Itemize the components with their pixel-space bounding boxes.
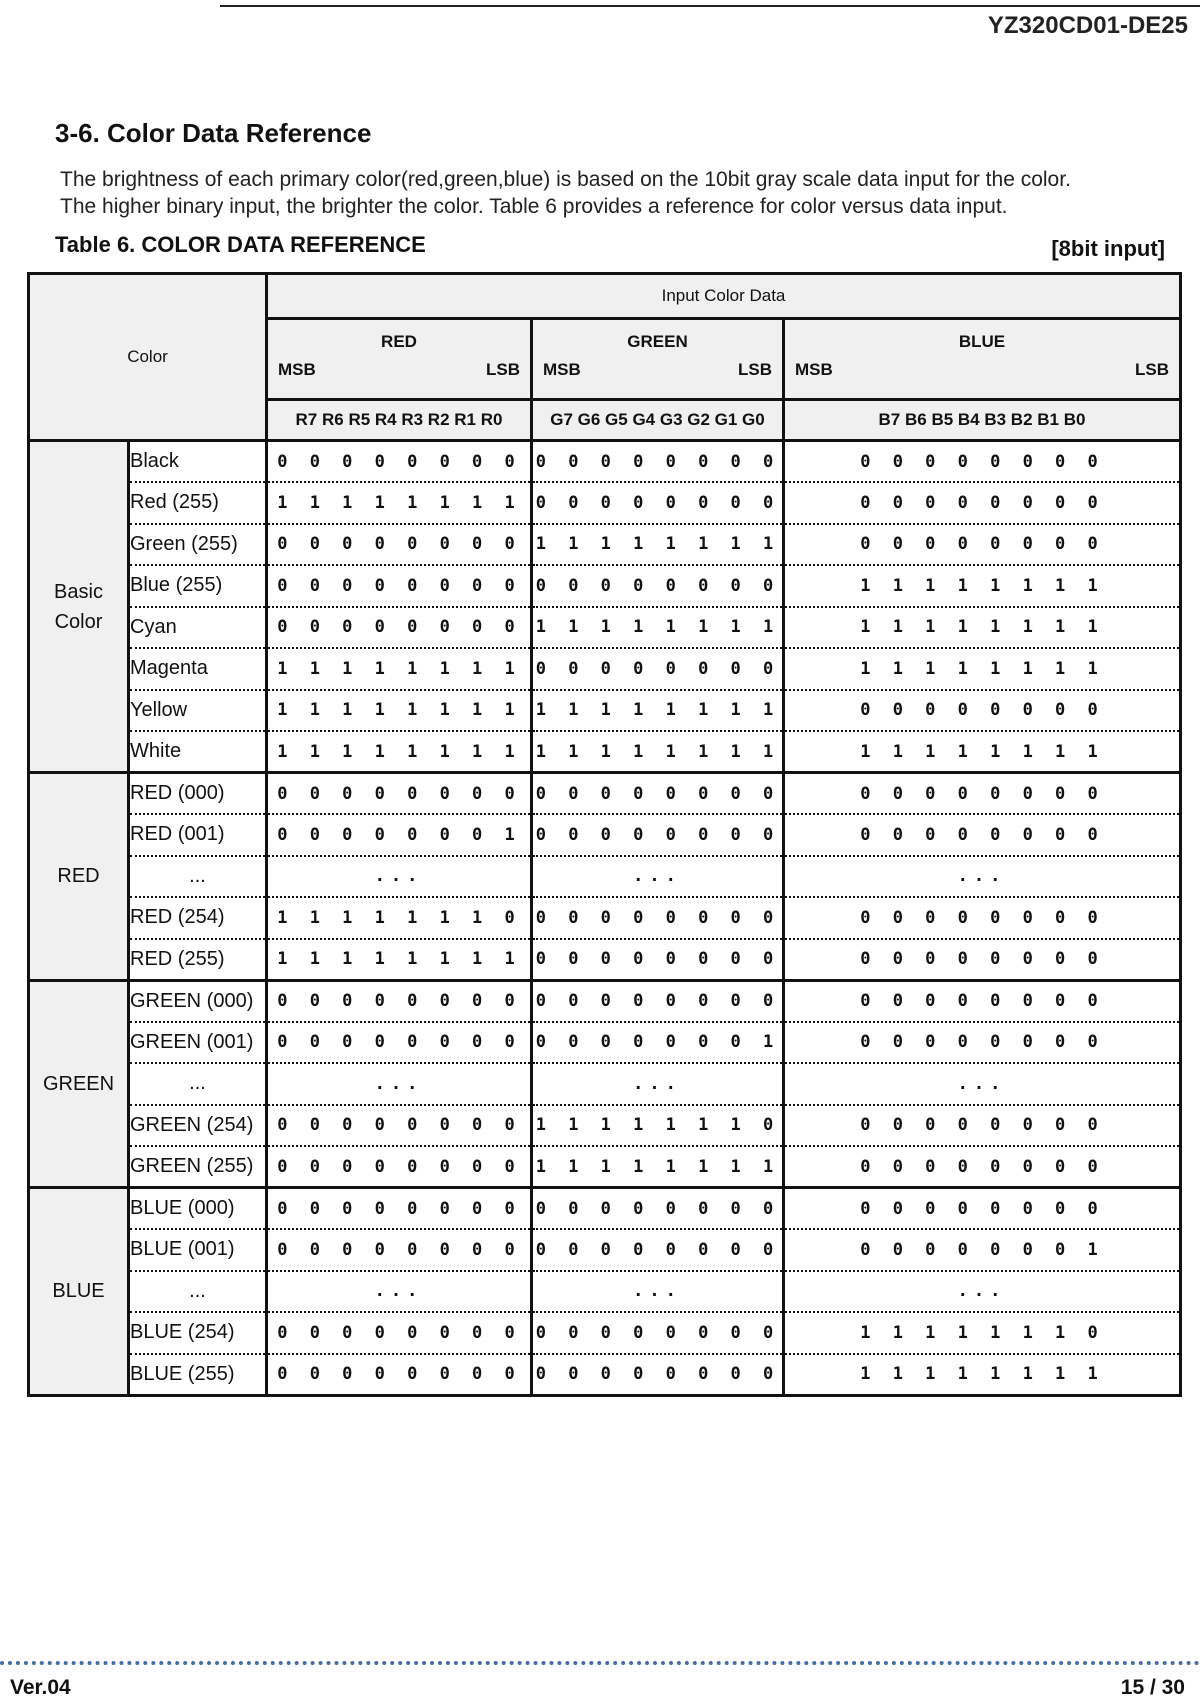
row-label: ... (129, 1271, 267, 1313)
table-row (29, 482, 1181, 524)
msb-label: MSB (278, 360, 316, 379)
red-data-cell: ... (267, 1063, 532, 1105)
table-row (29, 897, 1181, 939)
row-label: White (129, 731, 267, 773)
green-data-cell: 0 0 0 0 0 0 0 0 (532, 482, 784, 524)
blue-data-cell: 0 0 0 0 0 0 0 0 (784, 1105, 1181, 1147)
row-label: BLUE (001) (129, 1229, 267, 1271)
group-label: GREEN (29, 980, 129, 1188)
blue-component-header (784, 319, 1181, 400)
green-data-cell: 0 0 0 0 0 0 0 1 (532, 1022, 784, 1064)
row-label: BLUE (000) (129, 1188, 267, 1230)
green-data-cell: 0 0 0 0 0 0 0 0 (532, 648, 784, 690)
green-data-cell: 0 0 0 0 0 0 0 0 (532, 897, 784, 939)
blue-data-cell: 0 0 0 0 0 0 0 0 (784, 773, 1181, 815)
green-data-cell: 0 0 0 0 0 0 0 0 (532, 773, 784, 815)
red-data-cell: 1 1 1 1 1 1 1 1 (267, 482, 532, 524)
page-number: 15 / 30 (1120, 1676, 1185, 1699)
table-row (29, 1063, 1181, 1105)
green-data-cell: 0 0 0 0 0 0 0 0 (532, 565, 784, 607)
red-data-cell: 1 1 1 1 1 1 1 0 (267, 897, 532, 939)
red-data-cell: 0 0 0 0 0 0 0 0 (267, 607, 532, 649)
row-label: GREEN (000) (129, 980, 267, 1022)
green-data-cell: 0 0 0 0 0 0 0 0 (532, 980, 784, 1022)
red-data-cell: 0 0 0 0 0 0 0 1 (267, 814, 532, 856)
msb-label: MSB (543, 360, 581, 379)
blue-data-cell: 1 1 1 1 1 1 1 1 (784, 731, 1181, 773)
table-body (29, 441, 1181, 1396)
table-row (29, 524, 1181, 566)
table-row (29, 731, 1181, 773)
blue-data-cell: 1 1 1 1 1 1 1 1 (784, 648, 1181, 690)
row-label: Magenta (129, 648, 267, 690)
blue-data-cell: 0 0 0 0 0 0 0 0 (784, 441, 1181, 483)
color-header: Color (29, 274, 267, 441)
table-row (29, 814, 1181, 856)
red-data-cell: 1 1 1 1 1 1 1 1 (267, 690, 532, 732)
red-data-cell: 0 0 0 0 0 0 0 0 (267, 1354, 532, 1396)
row-label: BLUE (254) (129, 1312, 267, 1354)
table-row (29, 856, 1181, 898)
row-label: GREEN (254) (129, 1105, 267, 1147)
row-label: RED (000) (129, 773, 267, 815)
red-data-cell: 0 0 0 0 0 0 0 0 (267, 1312, 532, 1354)
color-data-table (27, 272, 1182, 1397)
table-row (29, 607, 1181, 649)
blue-data-cell: 0 0 0 0 0 0 0 0 (784, 814, 1181, 856)
group-label: BLUE (29, 1188, 129, 1396)
table-row (29, 773, 1181, 815)
table-row (29, 565, 1181, 607)
table-row (29, 1271, 1181, 1313)
red-data-cell: 0 0 0 0 0 0 0 0 (267, 773, 532, 815)
blue-data-cell: ... (784, 1271, 1181, 1313)
row-label: Green (255) (129, 524, 267, 566)
table-row (29, 690, 1181, 732)
footer-rule (0, 1661, 1200, 1665)
group-label: Basic Color (29, 441, 129, 773)
blue-data-cell: 0 0 0 0 0 0 0 0 (784, 524, 1181, 566)
green-data-cell: 0 0 0 0 0 0 0 0 (532, 939, 784, 981)
red-data-cell: 0 0 0 0 0 0 0 0 (267, 1188, 532, 1230)
red-data-cell: 0 0 0 0 0 0 0 0 (267, 524, 532, 566)
blue-data-cell: 1 1 1 1 1 1 1 1 (784, 1354, 1181, 1396)
version-label: Ver.04 (10, 1676, 71, 1699)
red-data-cell: 1 1 1 1 1 1 1 1 (267, 939, 532, 981)
blue-data-cell: ... (784, 856, 1181, 898)
table-row (29, 1188, 1181, 1230)
green-data-cell: 0 0 0 0 0 0 0 0 (532, 1354, 784, 1396)
blue-data-cell: 1 1 1 1 1 1 1 1 (784, 607, 1181, 649)
intro-line: The brightness of each primary color(red,green,blue) is based on the 10bit gray scale data input for the color. (60, 168, 1071, 191)
header-rule (220, 5, 1200, 7)
component-name: RED (381, 332, 417, 351)
red-data-cell: 0 0 0 0 0 0 0 0 (267, 1146, 532, 1188)
green-data-cell: 1 1 1 1 1 1 1 0 (532, 1105, 784, 1147)
blue-data-cell: 0 0 0 0 0 0 0 1 (784, 1229, 1181, 1271)
red-data-cell: 1 1 1 1 1 1 1 1 (267, 731, 532, 773)
green-data-cell: ... (532, 856, 784, 898)
green-data-cell: 0 0 0 0 0 0 0 0 (532, 441, 784, 483)
blue-data-cell: 0 0 0 0 0 0 0 0 (784, 1022, 1181, 1064)
table-row (29, 1354, 1181, 1396)
document-id: YZ320CD01-DE25 (987, 12, 1188, 39)
table-row (29, 980, 1181, 1022)
msb-label: MSB (795, 360, 833, 379)
green-bit-labels: G7 G6 G5 G4 G3 G2 G1 G0 (532, 400, 784, 441)
blue-data-cell: 0 0 0 0 0 0 0 0 (784, 1146, 1181, 1188)
table-row (29, 1312, 1181, 1354)
green-data-cell: 1 1 1 1 1 1 1 1 (532, 607, 784, 649)
blue-data-cell: 0 0 0 0 0 0 0 0 (784, 690, 1181, 732)
component-name: GREEN (627, 332, 688, 351)
input-color-data-header: Input Color Data (267, 274, 1181, 319)
green-data-cell: 1 1 1 1 1 1 1 1 (532, 731, 784, 773)
table-row (29, 1146, 1181, 1188)
row-label: GREEN (255) (129, 1146, 267, 1188)
intro-line: The higher binary input, the brighter the color. Table 6 provides a reference for color versus data input. (60, 195, 1008, 218)
green-data-cell: 0 0 0 0 0 0 0 0 (532, 1188, 784, 1230)
red-data-cell: 0 0 0 0 0 0 0 0 (267, 1105, 532, 1147)
blue-data-cell: 0 0 0 0 0 0 0 0 (784, 980, 1181, 1022)
green-data-cell: 1 1 1 1 1 1 1 1 (532, 1146, 784, 1188)
row-label: Cyan (129, 607, 267, 649)
row-label: Black (129, 441, 267, 483)
red-data-cell: ... (267, 1271, 532, 1313)
row-label: Red (255) (129, 482, 267, 524)
table-row (29, 1105, 1181, 1147)
table-row (29, 441, 1181, 483)
green-data-cell: 0 0 0 0 0 0 0 0 (532, 1312, 784, 1354)
table-row (29, 1022, 1181, 1064)
blue-data-cell: 0 0 0 0 0 0 0 0 (784, 897, 1181, 939)
section-title: 3-6. Color Data Reference (55, 118, 372, 148)
table-row (29, 939, 1181, 981)
green-data-cell: 1 1 1 1 1 1 1 1 (532, 690, 784, 732)
blue-data-cell: 0 0 0 0 0 0 0 0 (784, 1188, 1181, 1230)
row-label: Blue (255) (129, 565, 267, 607)
lsb-label: LSB (486, 360, 520, 379)
blue-bit-labels: B7 B6 B5 B4 B3 B2 B1 B0 (784, 400, 1181, 441)
row-label: ... (129, 1063, 267, 1105)
row-label: RED (255) (129, 939, 267, 981)
blue-data-cell: ... (784, 1063, 1181, 1105)
intro-paragraph (60, 166, 1071, 220)
red-data-cell: 0 0 0 0 0 0 0 0 (267, 1229, 532, 1271)
table-row (29, 1229, 1181, 1271)
red-data-cell: 0 0 0 0 0 0 0 0 (267, 441, 532, 483)
table-note: [8bit input] (1051, 236, 1165, 261)
red-data-cell: 1 1 1 1 1 1 1 1 (267, 648, 532, 690)
table-row (29, 648, 1181, 690)
green-data-cell: 0 0 0 0 0 0 0 0 (532, 814, 784, 856)
red-bit-labels: R7 R6 R5 R4 R3 R2 R1 R0 (267, 400, 532, 441)
red-data-cell: 0 0 0 0 0 0 0 0 (267, 1022, 532, 1064)
blue-data-cell: 0 0 0 0 0 0 0 0 (784, 939, 1181, 981)
row-label: Yellow (129, 690, 267, 732)
green-data-cell: 0 0 0 0 0 0 0 0 (532, 1229, 784, 1271)
red-data-cell: 0 0 0 0 0 0 0 0 (267, 980, 532, 1022)
green-data-cell: ... (532, 1063, 784, 1105)
row-label: BLUE (255) (129, 1354, 267, 1396)
lsb-label: LSB (1135, 360, 1169, 379)
green-component-header (532, 319, 784, 400)
lsb-label: LSB (738, 360, 772, 379)
row-label: ... (129, 856, 267, 898)
row-label: RED (254) (129, 897, 267, 939)
table-caption: Table 6. COLOR DATA REFERENCE (55, 232, 426, 257)
component-name: BLUE (958, 332, 1006, 351)
row-label: GREEN (001) (129, 1022, 267, 1064)
green-data-cell: 1 1 1 1 1 1 1 1 (532, 524, 784, 566)
red-component-header (267, 319, 532, 400)
blue-data-cell: 1 1 1 1 1 1 1 0 (784, 1312, 1181, 1354)
row-label: RED (001) (129, 814, 267, 856)
red-data-cell: ... (267, 856, 532, 898)
blue-data-cell: 1 1 1 1 1 1 1 1 (784, 565, 1181, 607)
red-data-cell: 0 0 0 0 0 0 0 0 (267, 565, 532, 607)
group-label: RED (29, 773, 129, 981)
green-data-cell: ... (532, 1271, 784, 1313)
blue-data-cell: 0 0 0 0 0 0 0 0 (784, 482, 1181, 524)
